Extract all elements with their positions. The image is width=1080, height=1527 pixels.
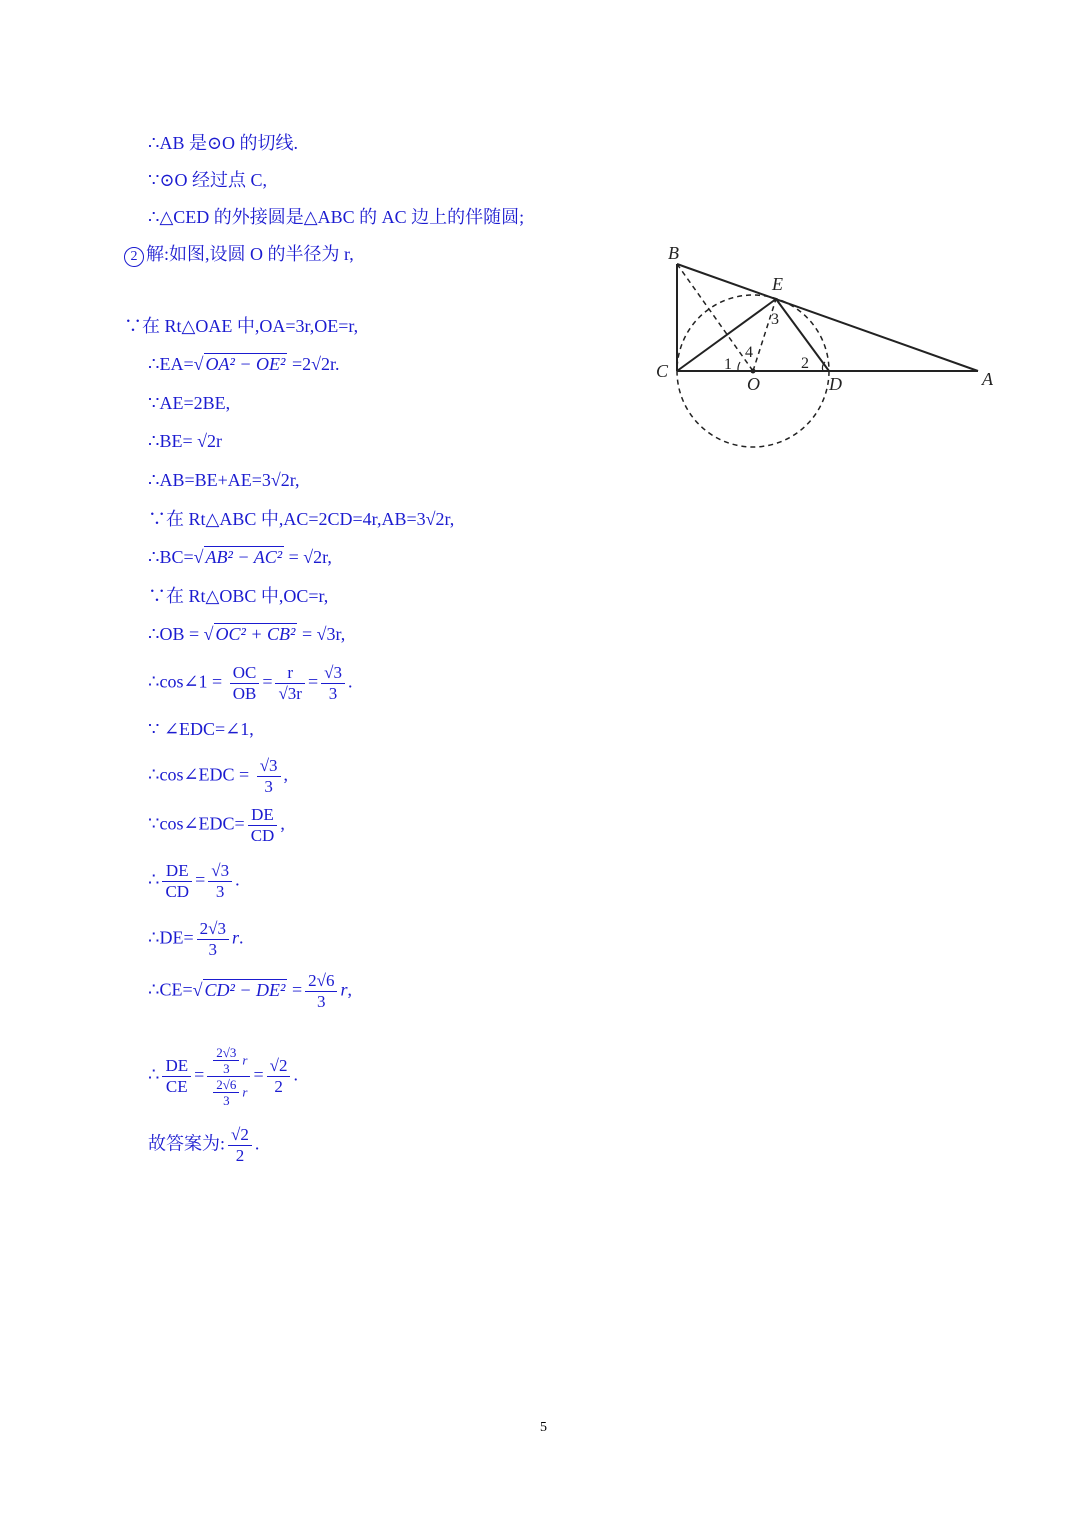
frac-sqrt3-3b	[257, 756, 281, 797]
frac-de-cd	[248, 805, 278, 846]
frac-den: CD	[165, 882, 190, 901]
angle-arc-1	[738, 362, 740, 371]
line-cos1: ∴cos∠1 = $\frac{OC}{OB}$ = $\frac{r}{√3r}$ = $\frac{√3}{3}$ .	[148, 663, 353, 703]
line-ea	[148, 352, 339, 376]
line-de-cd-eq: ∴ $\frac{DE}{CD}$ = $\frac{√3}{3}$ .	[148, 861, 240, 901]
frac-sqrt3-3c	[208, 861, 232, 902]
geometry-figure	[640, 238, 1020, 458]
frac-r-sqrt3r	[275, 663, 305, 704]
frac-den: CD	[250, 826, 275, 845]
line-ob	[148, 622, 345, 646]
frac-den: 3	[223, 1093, 230, 1108]
text-l19a: ∴DE=	[148, 927, 194, 948]
line-ab	[148, 468, 300, 492]
text-l16a: ∴cos∠EDC =	[148, 764, 250, 785]
frac-compound	[207, 1045, 250, 1108]
frac-den: 3	[328, 684, 338, 703]
frac-num: 2√3	[213, 1045, 239, 1061]
text-l18a: ∴	[148, 869, 160, 890]
label-e: E	[772, 274, 783, 294]
text-l5: ∵在 Rt△OAE 中,OA=3r,OE=r,	[124, 316, 359, 336]
frac-den: √3r	[278, 684, 302, 703]
frac-oc-ob	[230, 663, 260, 704]
label-a: A	[982, 369, 993, 389]
radicand-ob: OC² + CB²	[215, 624, 296, 644]
frac-den: OB	[232, 684, 257, 703]
text-l2: ∵⊙O 经过点 C,	[148, 170, 268, 190]
sqrt-ob: √ OC² + CB²	[203, 624, 296, 644]
line-ae-2be	[148, 391, 230, 415]
radicand-ce: CD² − DE²	[204, 979, 286, 1000]
frac-den: 3	[264, 777, 273, 796]
text-l1: ∴AB 是⊙O 的切线.	[148, 133, 299, 153]
label-angle-1: 1	[724, 356, 732, 373]
text-l6b: =2√2r.	[291, 354, 340, 374]
frac-num: r	[275, 663, 305, 684]
frac-num: 2√3	[197, 919, 229, 940]
circled-number: 2	[124, 247, 144, 267]
frac-inner-num	[213, 1045, 239, 1076]
line-rt-abc	[148, 507, 454, 531]
label-angle-2: 2	[801, 355, 809, 372]
text-l20a: ∴CE=	[148, 979, 193, 1000]
frac-num: DE	[162, 1056, 191, 1077]
sqrt-ce: √ CD² − DE²	[192, 979, 286, 1000]
frac-num: DE	[248, 805, 278, 826]
text-l10: ∵在 Rt△ABC 中,AC=2CD=4r,AB=3√2r,	[148, 509, 455, 529]
frac-den: $\frac{2√6}{3}$ r	[207, 1077, 250, 1108]
line-de-ce: ∴ $\frac{DE}{CE}$ = $\frac{2√3}{3}$ r $\frac{2√6}{3}$ r = $\frac{√2}{2}$ .	[148, 1045, 298, 1108]
sqrt-bc: √ AB² − AC²	[193, 547, 283, 567]
line-cos-edc-def: ∵cos∠EDC= $\frac{DE}{CD}$ ,	[148, 805, 285, 845]
frac-num: OC	[230, 663, 260, 684]
frac-sqrt2-2	[267, 1056, 291, 1097]
text-l3: ∴△CED 的外接圆是△ABC 的 AC 边上的伴随圆;	[148, 207, 525, 227]
label-angle-3: 3	[771, 311, 779, 328]
frac-den: 2	[235, 1146, 245, 1165]
frac-den: 3	[215, 882, 225, 901]
text-l8: ∴BE= √2r	[148, 431, 222, 451]
line-solution-start	[124, 242, 354, 267]
frac-den: 2	[274, 1077, 283, 1096]
line-rt-oae	[124, 314, 358, 338]
frac-answer	[228, 1125, 252, 1166]
text-l17a: ∵cos∠EDC=	[148, 813, 245, 834]
text-l7: ∵AE=2BE,	[148, 393, 231, 413]
frac-den: CE	[165, 1077, 188, 1096]
line-edc-eq-1	[148, 717, 254, 741]
frac-sqrt3-3	[321, 663, 345, 704]
line-conclusion-tangent	[148, 131, 298, 155]
frac-num: √3	[257, 756, 281, 777]
label-d: D	[829, 374, 842, 394]
text-l15: ∵ ∠EDC=∠1,	[148, 719, 254, 739]
label-c: C	[656, 361, 669, 381]
frac-den: 3	[223, 1061, 230, 1076]
text-l13a: ∴OB =	[148, 624, 200, 644]
line-be	[148, 429, 222, 453]
frac-num: √2	[228, 1125, 252, 1146]
line-cos-edc: ∴cos∠EDC = $\frac{√3}{3}$ ,	[148, 756, 289, 796]
page-number: 5	[540, 1420, 547, 1435]
label-b: B	[668, 243, 679, 263]
segment-oe	[753, 299, 776, 371]
line-ce: ∴CE=√ CD² − DE² = $\frac{2√6}{3}$ r,	[148, 971, 352, 1011]
line-de: ∴DE= $\frac{2√3}{3}$ r.	[148, 919, 244, 959]
frac-num: √3	[321, 663, 345, 684]
text-l4: 解:如图,设圆 O 的半径为 r,	[146, 244, 354, 264]
frac-inner-den	[213, 1077, 239, 1108]
frac-2sqrt6-3	[305, 971, 337, 1012]
sqrt-ea: √ OA² − OE²	[193, 354, 286, 374]
frac-de-cd-2	[162, 861, 192, 902]
frac-de-ce	[162, 1056, 191, 1097]
frac-num: √2	[267, 1056, 291, 1077]
text-l9: ∴AB=BE+AE=3√2r,	[148, 470, 300, 490]
line-circle-through-c	[148, 168, 267, 192]
line-answer: 故答案为: $\frac{√2}{2}$ .	[148, 1125, 260, 1165]
frac-num: $\frac{2√3}{3}$ r	[207, 1045, 250, 1077]
line-circumcircle	[148, 205, 524, 229]
frac-num: √3	[208, 861, 232, 882]
text-l11a: ∴BC=	[148, 547, 194, 567]
segment-ob	[677, 264, 753, 371]
frac-num: DE	[162, 861, 192, 882]
label-angle-4: 4	[745, 344, 753, 361]
frac-den: 3	[208, 940, 218, 959]
frac-den: 3	[317, 992, 326, 1011]
text-l11b: = √2r,	[288, 547, 332, 567]
text-l12: ∵在 Rt△OBC 中,OC=r,	[148, 586, 329, 606]
frac-num: 2√6	[305, 971, 337, 992]
text-l6a: ∴EA=	[148, 354, 194, 374]
text-l21a: ∴	[148, 1064, 160, 1085]
text-l22a: 故答案为:	[148, 1133, 226, 1154]
radicand-ea: OA² − OE²	[205, 354, 286, 374]
text-l13b: = √3r,	[301, 624, 346, 644]
line-bc	[148, 545, 332, 569]
frac-2sqrt3-3	[197, 919, 229, 960]
frac-num: 2√6	[213, 1077, 239, 1093]
label-o: O	[747, 374, 760, 394]
text-l14a: ∴cos∠1 =	[148, 671, 223, 692]
radicand-bc: AB² − AC²	[205, 547, 283, 567]
point-o	[751, 369, 756, 374]
line-rt-obc	[148, 584, 328, 608]
